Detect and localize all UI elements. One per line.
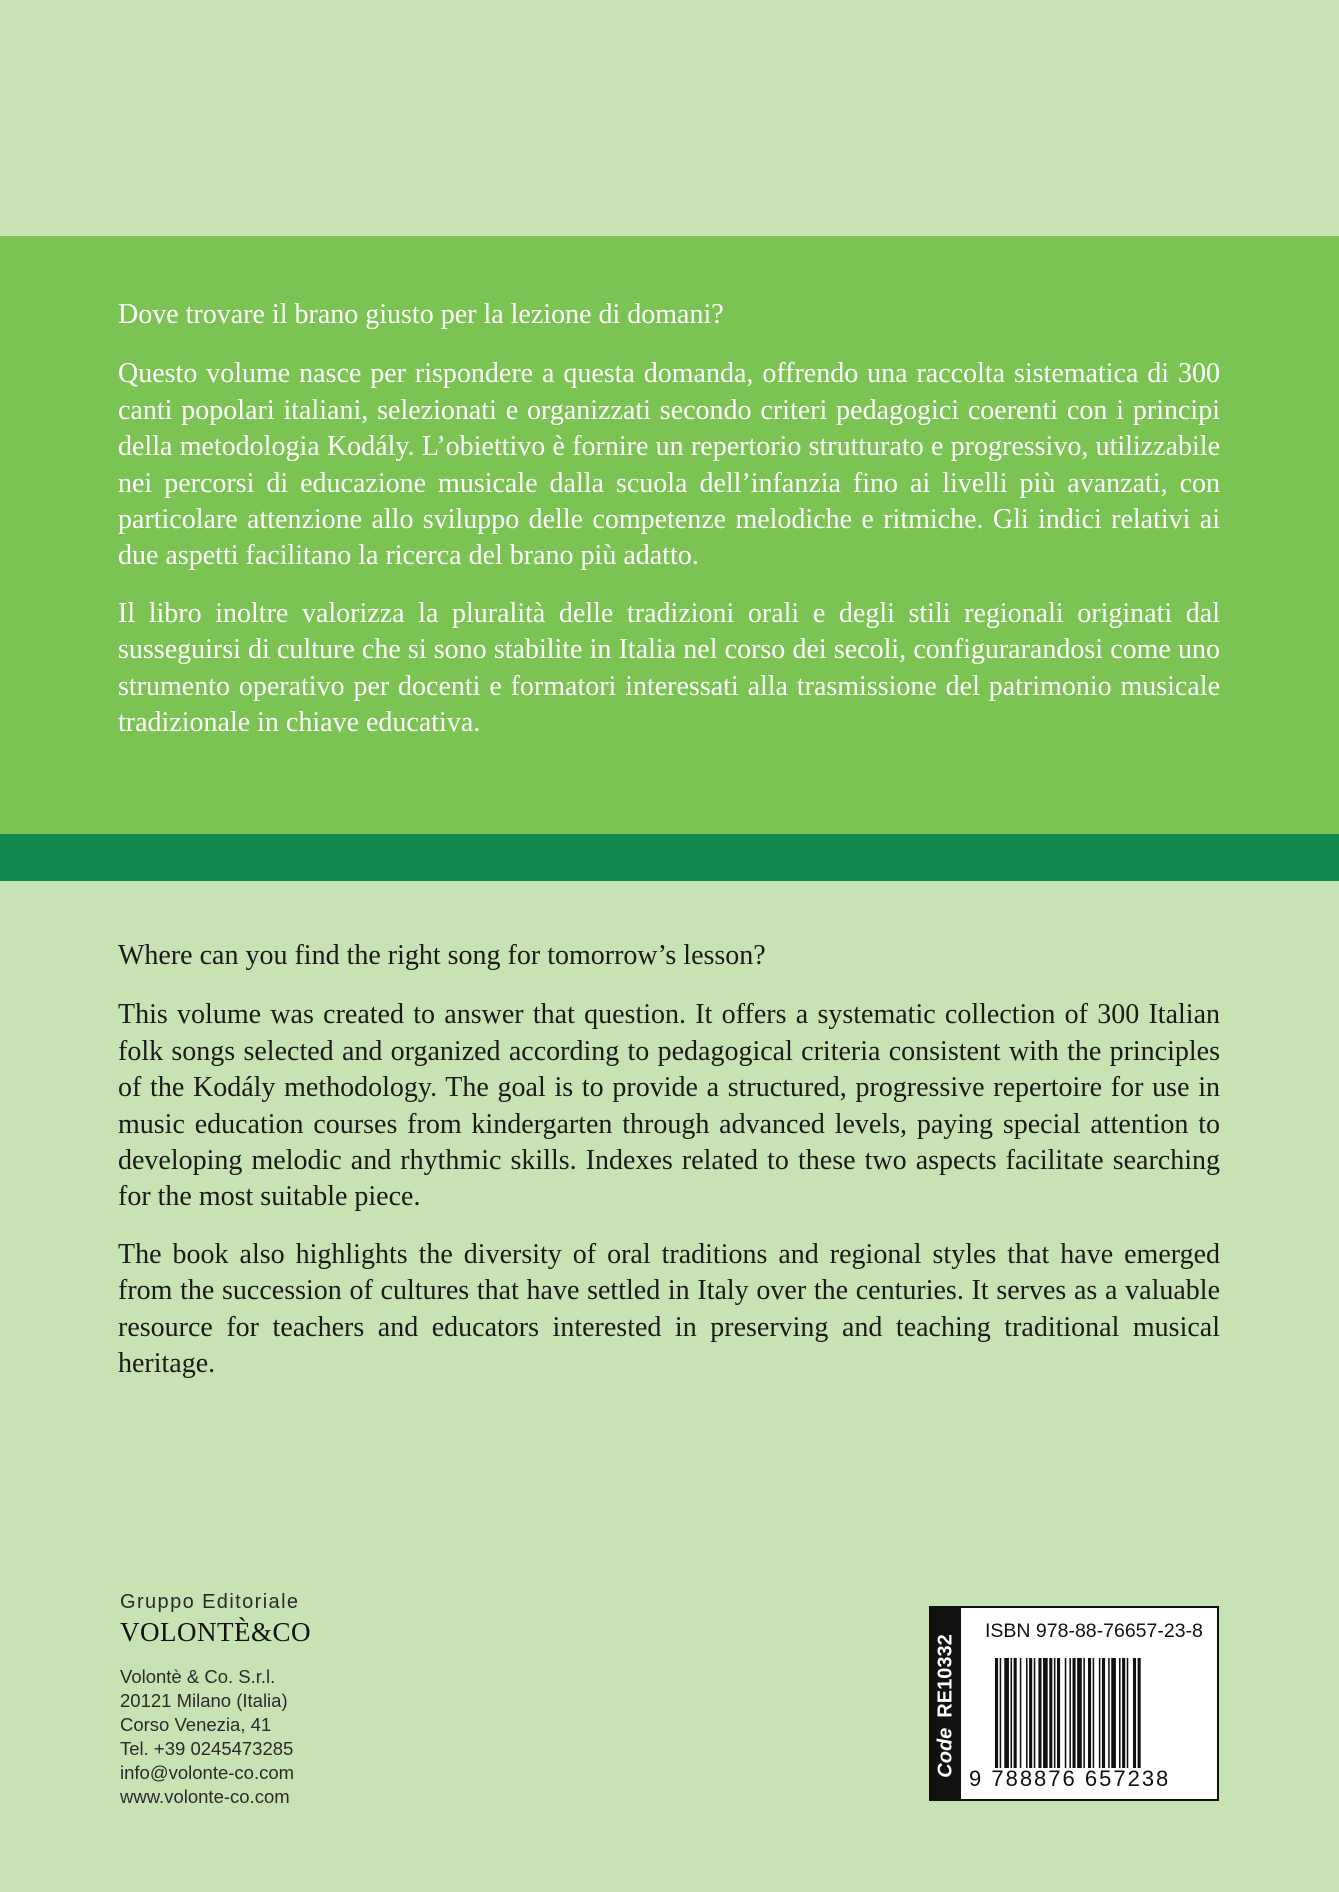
publisher-website[interactable]: www.volonte-co.com (120, 1786, 290, 1807)
product-code-value: RE10332 (934, 1634, 957, 1718)
italian-blurb (118, 297, 1220, 762)
italian-paragraph-1: Questo volume nasce per rispondere a questa domanda, offrendo una raccolta sistematica di 300 canti popolari italiani, selezionati e organizzati secondo criteri pedagogici coerenti con i principi della metodologia Kodály. L’obiettivo è fornire un repertorio strutturato e progressivo, utilizzabile nei percorsi di educazione musicale dalla scuola dell’infanzia fino ai livelli più avanzati, con particolare attenzione allo sviluppo delle competenze melodiche e ritmiche. Gli indici relativi ai due aspetti facilitano la ricerca del brano più adatto. (118, 358, 1220, 572)
publisher-logo: VOLONTÈ&CO (120, 1617, 311, 1647)
publisher-street: Corso Venezia, 41 (120, 1714, 272, 1735)
publisher-city: 20121 Milano (Italia) (120, 1690, 288, 1711)
divider-band (0, 834, 1339, 881)
publisher-email[interactable]: info@volonte-co.com (120, 1762, 295, 1783)
english-paragraph-1: This volume was created to answer that question. It offers a systematic collection of 300 Italian folk songs selected and organized according to pedagogical criteria consistent with the principles of the Kodály methodology. The goal is to provide a structured, progressive repertoire for use in music education courses from kindergarten through advanced levels, paying special attention to developing melodic and rhythmic skills. Indexes related to these two aspects facilitate searching for the most suitable piece. (118, 999, 1220, 1213)
product-code-label: Code (934, 1727, 957, 1778)
isbn-text: ISBN 978-88-76657-23-8 (985, 1620, 1203, 1642)
publisher-company: Volontè & Co. S.r.l. (120, 1666, 276, 1687)
publisher-phone: Tel. +39 0245473285 (120, 1738, 294, 1759)
italian-question: Dove trovare il brano giusto per la lezione di domani? (118, 299, 724, 330)
barcode-icon (995, 1658, 1195, 1768)
english-paragraph-2: The book also highlights the diversity of oral traditions and regional styles that have emerged from the succession of cultures that have settled in Italy over the centuries. It serves as a valuable resource for teachers and educators interested in preserving and teaching traditional musical heritage. (118, 1238, 1220, 1380)
english-question: Where can you find the right song for tomorrow’s lesson? (118, 940, 766, 971)
english-blurb (118, 938, 1220, 1403)
product-code-strip (931, 1608, 961, 1799)
publisher-info (120, 1589, 311, 1809)
publisher-group-label: Gruppo Editoriale (120, 1591, 300, 1613)
barcode-digits: 9 788876 657238 (969, 1766, 1171, 1791)
italian-paragraph-2: Il libro inoltre valorizza la pluralità delle tradizioni orali e degli stili regionali originati dal susseguirsi di culture che si sono stabilite in Italia nel corso dei secoli, configurarandosi come uno strumento operativo per docenti e formatori interessati alla trasmissione del patrimonio musicale tradizionale in chiave educativa. (118, 597, 1220, 739)
barcode-box (929, 1606, 1219, 1801)
product-code (935, 1634, 958, 1777)
